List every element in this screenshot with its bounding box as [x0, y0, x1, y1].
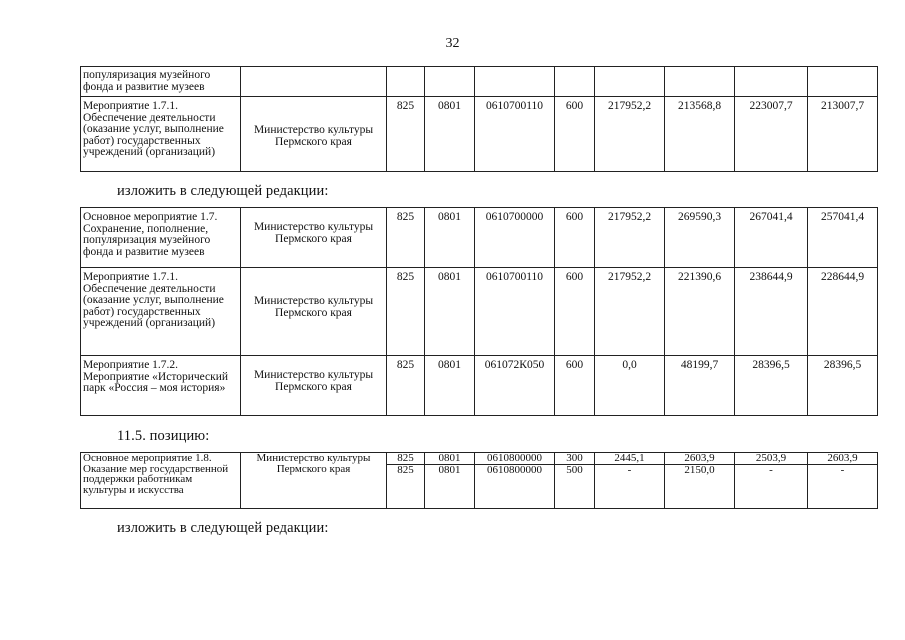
csr-cell: 061072К050	[475, 356, 555, 416]
grbs-cell: 825	[387, 465, 425, 509]
executor-cell: Министерство культуры Пермского края	[241, 453, 387, 509]
amount-year4-cell: -	[808, 465, 878, 509]
csr-cell: 0610700110	[475, 97, 555, 172]
grbs-cell: 825	[387, 97, 425, 172]
grbs-cell: 825	[387, 268, 425, 356]
budget-table-new	[80, 207, 878, 416]
measure-name-cell: Мероприятие 1.7.1. Обеспечение деятельности (оказание услуг, выполнение работ) государственных учреждений (организаций)	[81, 268, 241, 356]
csr-cell	[475, 67, 555, 97]
grbs-cell: 825	[387, 356, 425, 416]
amount-year1-cell: -	[595, 465, 665, 509]
executor-cell: Министерство культуры Пермского края	[241, 356, 387, 416]
measure-name-cell: популяризация музейного фонда и развитие музеев	[81, 67, 241, 97]
vr-cell: 600	[555, 356, 595, 416]
grbs-cell: 825	[387, 208, 425, 268]
amount-year1-cell: 0,0	[595, 356, 665, 416]
rz-cell: 0801	[425, 97, 475, 172]
page-number: 32	[445, 36, 460, 51]
measure-name-cell: Основное мероприятие 1.7. Сохранение, пополнение, популяризация музейного фонда и развитие музеев	[81, 208, 241, 268]
grbs-cell	[387, 67, 425, 97]
rz-cell: 0801	[425, 268, 475, 356]
vr-cell: 500	[555, 465, 595, 509]
vr-cell	[555, 67, 595, 97]
amount-year3-cell: 28396,5	[735, 356, 808, 416]
amount-year3-cell: 238644,9	[735, 268, 808, 356]
vr-cell: 600	[555, 97, 595, 172]
amount-year4-cell: 228644,9	[808, 268, 878, 356]
grbs-cell: 825	[387, 453, 425, 465]
instruction-text: 11.5. позицию:	[117, 428, 210, 444]
instruction-text: изложить в следующей редакции:	[117, 183, 329, 199]
vr-cell: 600	[555, 208, 595, 268]
amount-year3-cell	[735, 67, 808, 97]
executor-cell: Министерство культуры Пермского края	[241, 268, 387, 356]
amount-year2-cell: 221390,6	[665, 268, 735, 356]
rz-cell: 0801	[425, 453, 475, 465]
vr-cell: 600	[555, 268, 595, 356]
budget-table-position	[80, 452, 878, 509]
table-row	[81, 356, 878, 416]
measure-name-cell: Мероприятие 1.7.1. Обеспечение деятельности (оказание услуг, выполнение работ) государственных учреждений (организаций)	[81, 97, 241, 172]
measure-name-cell: Основное мероприятие 1.8. Оказание мер государственной поддержки работникам культуры и искусства	[81, 453, 241, 509]
table-row	[81, 208, 878, 268]
csr-cell: 0610800000	[475, 465, 555, 509]
amount-year1-cell: 217952,2	[595, 208, 665, 268]
amount-year4-cell: 2603,9	[808, 453, 878, 465]
amount-year2-cell: 48199,7	[665, 356, 735, 416]
rz-cell: 0801	[425, 356, 475, 416]
amount-year1-cell	[595, 67, 665, 97]
amount-year4-cell	[808, 67, 878, 97]
amount-year4-cell: 257041,4	[808, 208, 878, 268]
csr-cell: 0610800000	[475, 453, 555, 465]
amount-year1-cell: 217952,2	[595, 97, 665, 172]
amount-year3-cell: 2503,9	[735, 453, 808, 465]
amount-year3-cell: 223007,7	[735, 97, 808, 172]
executor-cell: Министерство культуры Пермского края	[241, 97, 387, 172]
amount-year2-cell: 2603,9	[665, 453, 735, 465]
budget-table-current	[80, 66, 878, 172]
rz-cell: 0801	[425, 465, 475, 509]
amount-year3-cell: -	[735, 465, 808, 509]
table-row	[81, 268, 878, 356]
csr-cell: 0610700000	[475, 208, 555, 268]
executor-cell	[241, 67, 387, 97]
amount-year2-cell	[665, 67, 735, 97]
amount-year1-cell: 2445,1	[595, 453, 665, 465]
csr-cell: 0610700110	[475, 268, 555, 356]
amount-year1-cell: 217952,2	[595, 268, 665, 356]
amount-year2-cell: 213568,8	[665, 97, 735, 172]
amount-year2-cell: 269590,3	[665, 208, 735, 268]
table-row	[81, 453, 878, 465]
table-row	[81, 67, 878, 97]
instruction-text: изложить в следующей редакции:	[117, 520, 329, 536]
amount-year4-cell: 213007,7	[808, 97, 878, 172]
measure-name-cell: Мероприятие 1.7.2. Мероприятие «Исторический парк «Россия – моя история»	[81, 356, 241, 416]
amount-year4-cell: 28396,5	[808, 356, 878, 416]
executor-cell: Министерство культуры Пермского края	[241, 208, 387, 268]
amount-year2-cell: 2150,0	[665, 465, 735, 509]
rz-cell	[425, 67, 475, 97]
vr-cell: 300	[555, 453, 595, 465]
amount-year3-cell: 267041,4	[735, 208, 808, 268]
table-row	[81, 97, 878, 172]
rz-cell: 0801	[425, 208, 475, 268]
